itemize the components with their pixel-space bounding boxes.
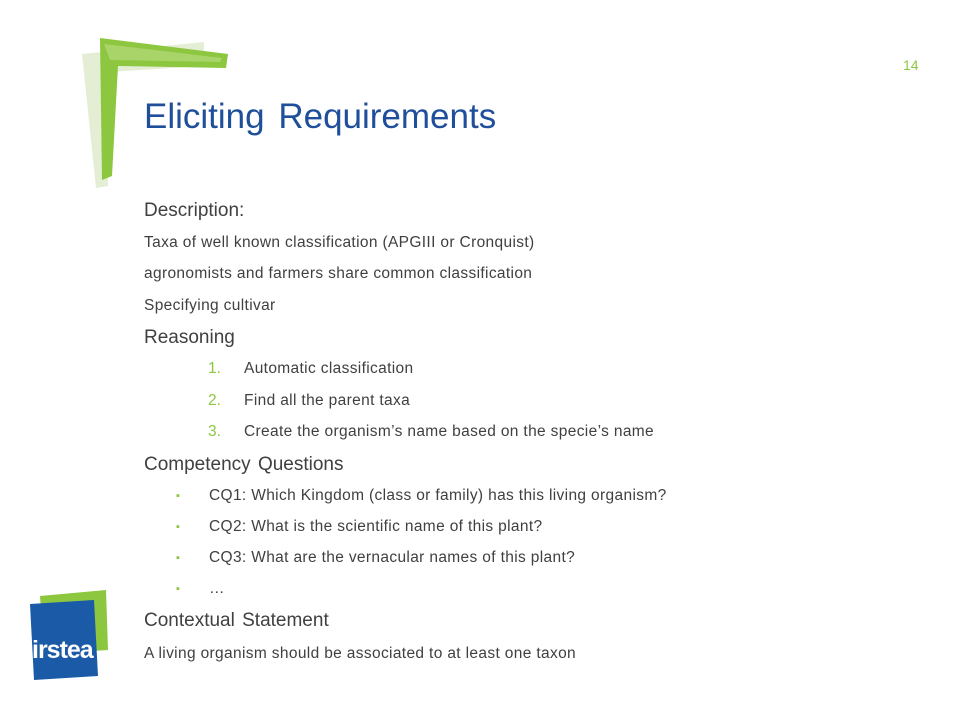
square-bullet-icon: ▪ bbox=[176, 521, 180, 533]
description-heading: Description: bbox=[144, 200, 245, 221]
irstea-logo bbox=[26, 590, 116, 690]
competency-heading: Competency Questions bbox=[144, 454, 344, 475]
competency-text: … bbox=[209, 580, 225, 597]
reasoning-heading: Reasoning bbox=[144, 327, 235, 348]
reasoning-number: 2. bbox=[208, 392, 221, 409]
competency-text: CQ3: What are the vernacular names of this plant? bbox=[209, 549, 576, 566]
description-line: Specifying cultivar bbox=[144, 297, 276, 314]
logo-text: irstea bbox=[32, 636, 93, 664]
page-title: Eliciting Requirements bbox=[144, 97, 497, 136]
competency-text: CQ2: What is the scientific name of this plant? bbox=[209, 518, 543, 535]
reasoning-number: 3. bbox=[208, 423, 221, 440]
description-line: agronomists and farmers share common classification bbox=[144, 265, 533, 282]
square-bullet-icon: ▪ bbox=[176, 583, 180, 595]
reasoning-text: Automatic classification bbox=[244, 360, 414, 377]
square-bullet-icon: ▪ bbox=[176, 490, 180, 502]
square-bullet-icon: ▪ bbox=[176, 552, 180, 564]
reasoning-text: Create the organism’s name based on the specie’s name bbox=[244, 423, 655, 440]
competency-text: CQ1: Which Kingdom (class or family) has this living organism? bbox=[209, 487, 667, 504]
description-line: Taxa of well known classification (APGIII or Cronquist) bbox=[144, 234, 535, 251]
reasoning-text: Find all the parent taxa bbox=[244, 392, 411, 409]
reasoning-number: 1. bbox=[208, 360, 221, 377]
page-number: 14 bbox=[903, 57, 919, 73]
contextual-text: A living organism should be associated to at least one taxon bbox=[144, 645, 577, 662]
contextual-heading: Contextual Statement bbox=[144, 610, 329, 631]
